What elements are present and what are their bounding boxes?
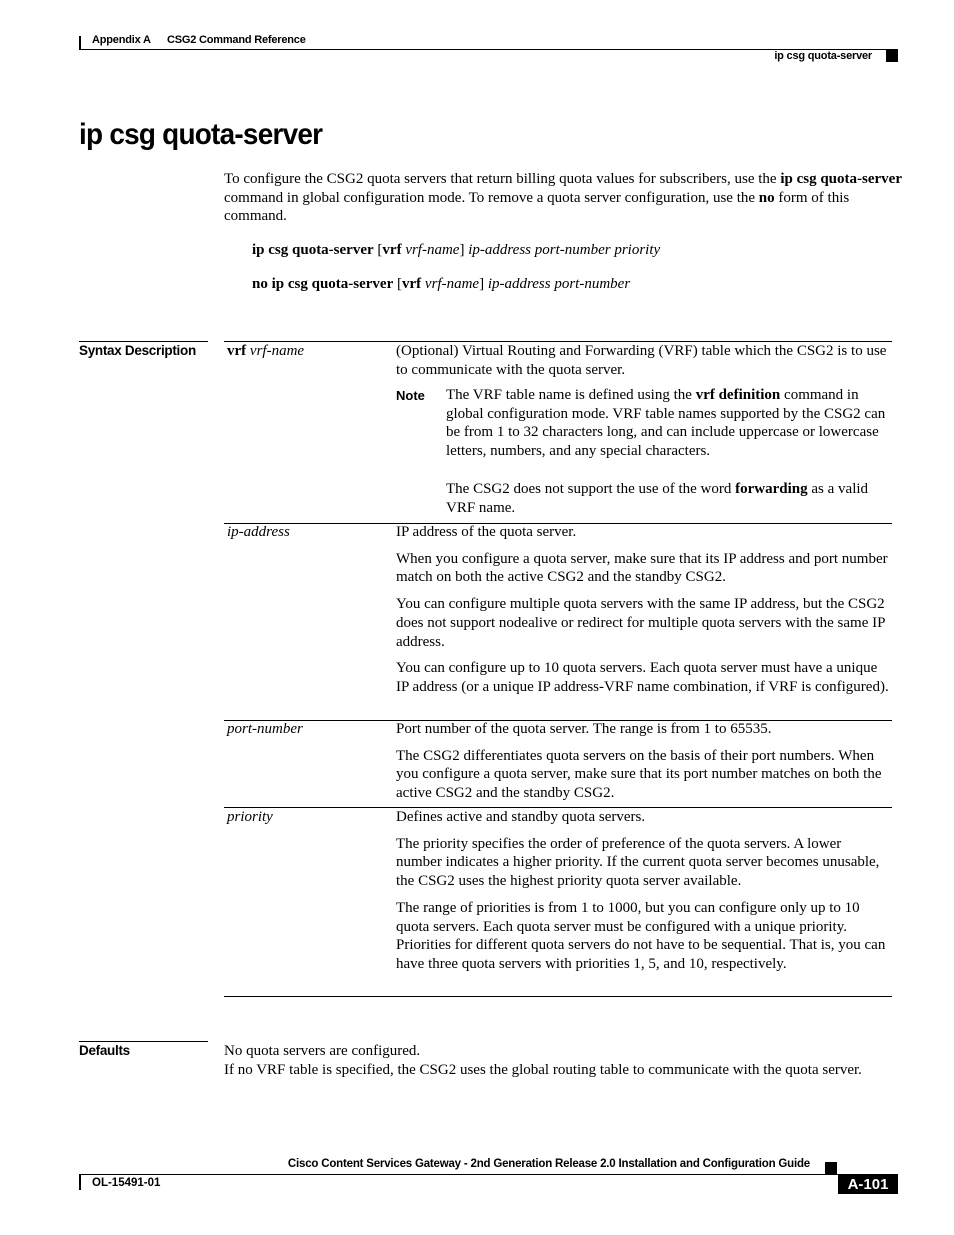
defaults-text	[224, 1042, 894, 1079]
note-1-bold: vrf definition	[695, 387, 781, 403]
defaults-line-1: No quota servers are configured.	[224, 1043, 421, 1059]
defaults-line-2: If no VRF table is specified, the CSG2 uses the global routing table to communicate with the quota server.	[224, 1061, 862, 1078]
syntax-2-vrf-arg: vrf-name	[421, 276, 480, 292]
desc-port-number	[396, 720, 890, 811]
syntax-line-2	[252, 275, 630, 294]
desc-vrf: (Optional) Virtual Routing and Forwarding (VRF) table which the CSG2 is to use to communicate with the quota server.	[396, 343, 887, 378]
table-bottom-rule	[224, 996, 892, 997]
footer-left-bar	[79, 1174, 81, 1190]
desc-ip-p3: You can configure multiple quota servers with the same IP address, but the CSG2 does not support nodealive or redirect for multiple quota servers with the same IP address.	[396, 596, 885, 650]
note-para-1	[446, 386, 891, 461]
defaults-label: Defaults	[79, 1043, 130, 1058]
syntax-description-label: Syntax Description	[79, 343, 196, 358]
desc-ip-p2: When you configure a quota server, make sure that its IP address and port number match on both the active CSG2 and the standby CSG2.	[396, 550, 888, 586]
param-vrf	[227, 342, 304, 361]
desc-port-p2: The CSG2 differentiates quota servers on the basis of their port numbers. When you configure a quota server, make sure that its port number matches on both the active CSG2 and the standby CSG2.	[396, 747, 882, 802]
param-ip-address-name: ip-address	[227, 524, 290, 540]
param-port-number	[227, 720, 303, 739]
syntax-2-command: no ip csg quota-server	[252, 276, 394, 292]
desc-ip-p1: IP address of the quota server.	[396, 524, 577, 540]
desc-priority-p2: The priority specifies the order of preference of the quota servers. A lower number indicates a higher priority. If the current quota server becomes unusable, the CSG2 uses the highest priority quota server available.	[396, 835, 880, 890]
syntax-2-bracket-open: [	[393, 276, 402, 292]
note-2-text-c: as a valid VRF name.	[446, 481, 869, 516]
param-port-number-name: port-number	[227, 721, 303, 737]
syntax-desc-label-rule	[79, 341, 208, 342]
footer-guide-title: Cisco Content Services Gateway - 2nd Generation Release 2.0 Installation and Configuration Guide	[287, 1158, 810, 1170]
note-2-text-a: The CSG2 does not support the use of the word	[446, 481, 736, 497]
page-title: ip csg quota-server	[79, 118, 323, 151]
intro-text-3: form of this command.	[224, 189, 850, 225]
defaults-label-rule	[79, 1041, 208, 1042]
intro-text-2: command in global configuration mode. To remove a quota server configuration, use the	[224, 189, 759, 206]
note-1-text-c: command in global configuration mode. VRF table names supported by the CSG2 can be from 1 to 32 characters long, and can include uppercase or lowercase letters, numbers, and any special characters.	[446, 387, 886, 460]
header-running-title: ip csg quota-server	[774, 50, 872, 62]
param-priority	[227, 808, 273, 827]
param-vrf-keyword: vrf	[227, 343, 247, 359]
syntax-line-1	[252, 241, 660, 260]
syntax-1-command: ip csg quota-server	[252, 242, 374, 258]
footer-doc-code: OL-15491-01	[92, 1177, 161, 1189]
syntax-1-bracket-close: ]	[459, 242, 469, 258]
syntax-1-vrf-arg: vrf-name	[401, 242, 460, 258]
page-number: A-101	[838, 1175, 898, 1194]
note-para-2	[446, 480, 891, 517]
desc-priority	[396, 808, 890, 982]
note-label: Note	[396, 388, 425, 403]
param-vrf-arg: vrf-name	[249, 343, 305, 359]
note-2-bold: forwarding	[735, 481, 808, 497]
syntax-2-vrf-keyword: vrf	[402, 276, 422, 292]
header-appendix: Appendix A	[92, 34, 151, 46]
desc-priority-p1: Defines active and standby quota servers.	[396, 809, 646, 825]
intro-no-keyword: no	[758, 189, 775, 206]
syntax-1-args: ip-address port-number priority	[468, 242, 661, 258]
param-priority-name: priority	[227, 809, 273, 825]
desc-port-p1: Port number of the quota server. The range is from 1 to 65535.	[396, 721, 772, 737]
syntax-1-bracket-open: [	[373, 242, 383, 258]
header-section: CSG2 Command Reference	[167, 34, 306, 46]
param-ip-address	[227, 523, 290, 542]
syntax-1-vrf-keyword: vrf	[382, 242, 402, 258]
desc-ip-p4: You can configure up to 10 quota servers. Each quota server must have a unique IP address (or a unique IP address-VRF name combination, if VRF is configured).	[396, 660, 889, 695]
syntax-2-bracket-close: ]	[479, 276, 488, 292]
desc-ip-address	[396, 523, 890, 705]
desc-priority-p3: The range of priorities is from 1 to 1000, but you can configure only up to 10 quota servers. Each quota server must be configured with a unique priority. Priorities for different quota servers do not have to be sequential. That is, you can have three quota servers with priorities 1, 5, and 10, respectively.	[396, 899, 886, 972]
footer-marker-block	[825, 1162, 837, 1174]
note-1-text-a: The VRF table name is defined using the	[446, 387, 696, 403]
intro-text-1: To configure the CSG2 quota servers that return billing quota values for subscribers, use the	[224, 171, 781, 187]
header-marker-block	[886, 50, 898, 62]
intro-command: ip csg quota-server	[780, 171, 902, 187]
syntax-2-args: ip-address port-number	[487, 276, 631, 292]
header-left-bar	[79, 36, 81, 50]
intro-paragraph	[224, 170, 904, 226]
footer-rule	[79, 1174, 898, 1175]
